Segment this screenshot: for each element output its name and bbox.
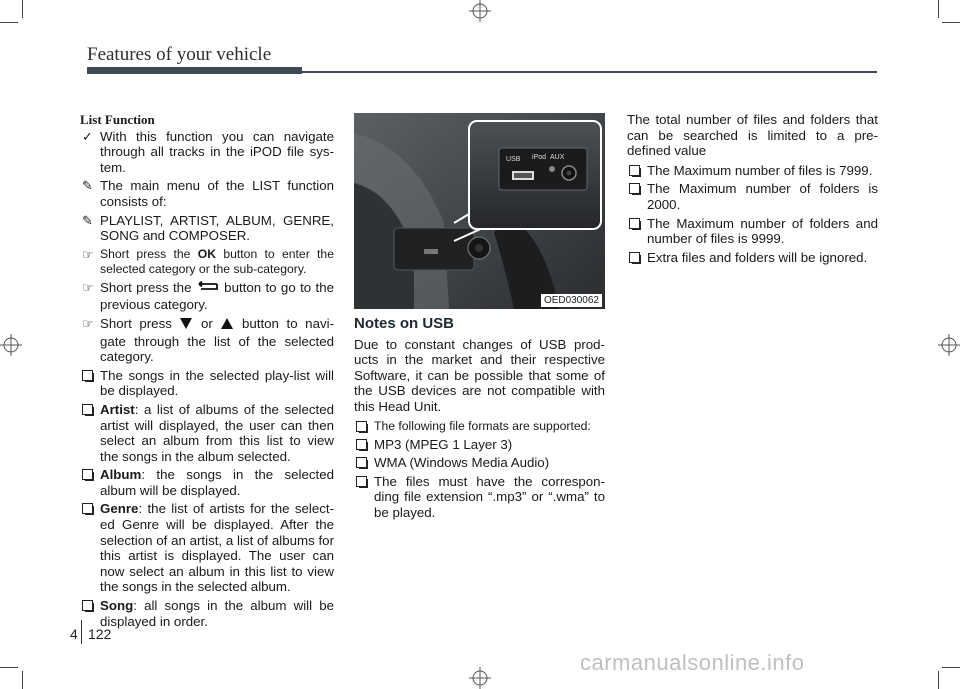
list-function-column bbox=[80, 112, 334, 632]
checkbox-bullet-icon bbox=[82, 503, 93, 514]
chapter-number: 4 bbox=[70, 626, 78, 642]
page-header-title: Features of your vehicle bbox=[87, 44, 272, 65]
list-item bbox=[80, 178, 334, 209]
checkbox-bullet-icon bbox=[629, 165, 640, 176]
header-rule-thin bbox=[302, 71, 877, 73]
checkbox-bullet-icon bbox=[629, 252, 640, 263]
list-item bbox=[80, 598, 334, 629]
checkbox-bullet-icon bbox=[82, 404, 93, 415]
list-item bbox=[80, 501, 334, 595]
triangle-up-icon bbox=[220, 317, 234, 334]
crop-mark bbox=[942, 667, 960, 668]
list-item-text: The Maximum number of files is 7999. bbox=[647, 162, 873, 178]
page-number: 122 bbox=[88, 626, 112, 642]
ok-button-label: OK bbox=[197, 246, 217, 261]
list-item bbox=[80, 402, 334, 464]
ipod-label: iPod bbox=[532, 154, 547, 161]
checkbox-bullet-icon bbox=[629, 218, 640, 229]
pencil-icon: ✎ bbox=[82, 212, 93, 228]
ok-instruction-after: button to enter the selected category or the sub-category. bbox=[100, 246, 334, 276]
crop-mark bbox=[938, 671, 939, 689]
list-item-text: MP3 (MPEG 1 Layer 3) bbox=[374, 436, 513, 452]
genre-term: Genre bbox=[100, 501, 139, 517]
checkbox-bullet-icon bbox=[356, 476, 367, 487]
list-function-heading: List Function bbox=[80, 112, 155, 127]
crop-mark bbox=[0, 22, 18, 23]
registration-mark-icon bbox=[469, 0, 491, 22]
list-item bbox=[80, 213, 334, 244]
back-instruction-before: Short press the bbox=[100, 279, 196, 295]
page-number-divider bbox=[81, 620, 82, 644]
list-item bbox=[627, 250, 878, 266]
list-item-text: The following file formats are supported: bbox=[374, 418, 591, 433]
checkbox-bullet-icon bbox=[82, 370, 93, 381]
notes-on-usb-column bbox=[354, 316, 605, 524]
checkbox-bullet-icon bbox=[356, 421, 367, 432]
list-item-text: WMA (Windows Media Audio) bbox=[374, 455, 550, 471]
list-item bbox=[627, 181, 878, 212]
song-term: Song bbox=[100, 598, 134, 614]
pointing-hand-icon: ☞ bbox=[82, 246, 94, 262]
back-instruction-after: button to go to the previous category. bbox=[100, 279, 334, 313]
list-item-text: Extra files and folders will be ignored. bbox=[647, 249, 868, 265]
artist-description: : a list of albums of the selected artist will displayed, the user can then select an album from this list to view the songs in the album selected. bbox=[100, 401, 334, 464]
back-instruction bbox=[80, 280, 334, 313]
usb-label: USB bbox=[506, 156, 521, 163]
triangle-down-icon bbox=[179, 317, 193, 334]
notes-title: Notes on USB bbox=[354, 315, 455, 332]
watermark-text: carmanualsonline.info bbox=[580, 650, 805, 675]
genre-description: : the list of artists for the select- ed Genre will be displayed. After the selection of an artist, a list of albums for this artist is displayed. The user can now select an album in this list to view the songs in the selected album. bbox=[100, 501, 334, 595]
header-rule-thick bbox=[87, 67, 302, 74]
crop-mark bbox=[22, 0, 23, 18]
list-item bbox=[354, 437, 605, 453]
registration-mark-icon bbox=[0, 334, 22, 356]
arrow-instruction-middle: or bbox=[193, 315, 221, 331]
photo-caption: OED030062 bbox=[541, 294, 602, 307]
list-item-text: The Maximum number of folders and number of files is 9999. bbox=[647, 215, 878, 247]
song-description: : all songs in the album will be displayed in order. bbox=[100, 598, 334, 629]
list-item-text: With this function you can navigate through all tracks in the iPOD file sys- tem. bbox=[100, 128, 334, 175]
usb-port-photo bbox=[354, 113, 605, 309]
ok-instruction bbox=[80, 247, 334, 277]
pointing-hand-icon: ☞ bbox=[82, 279, 94, 295]
list-item bbox=[354, 419, 605, 434]
registration-mark-icon bbox=[469, 667, 491, 689]
crop-mark bbox=[938, 0, 939, 18]
pencil-icon: ✎ bbox=[82, 178, 93, 194]
arrow-instruction-after: button to navi- gate through the list of the selected category. bbox=[100, 315, 334, 365]
list-item-text: PLAYLIST, ARTIST, ALBUM, GENRE, SONG and COMPOSER. bbox=[100, 212, 334, 244]
artist-term: Artist bbox=[100, 401, 135, 417]
list-item-text: The songs in the selected play-list will be displayed. bbox=[100, 367, 334, 399]
list-item bbox=[627, 216, 878, 247]
checkbox-bullet-icon bbox=[356, 439, 367, 450]
list-item-text: The main menu of the LIST function consists of: bbox=[100, 178, 334, 209]
usb-port-illustration bbox=[354, 113, 605, 309]
list-item bbox=[80, 368, 334, 399]
crop-mark bbox=[942, 22, 960, 23]
crop-mark bbox=[0, 667, 18, 668]
limits-intro: The total number of files and folders that can be searched is limited to a pre- defined value bbox=[627, 112, 878, 159]
checkbox-bullet-icon bbox=[356, 457, 367, 468]
list-item bbox=[80, 467, 334, 498]
ok-instruction-before: Short press the bbox=[100, 246, 198, 261]
album-description: : the songs in the selected album will be displayed. bbox=[100, 467, 334, 498]
album-term: Album bbox=[100, 467, 142, 483]
checkbox-bullet-icon bbox=[629, 183, 640, 194]
checkbox-bullet-icon bbox=[82, 469, 93, 480]
arrow-instruction bbox=[80, 316, 334, 365]
crop-mark bbox=[22, 671, 23, 689]
list-item bbox=[80, 129, 334, 176]
list-item-text: The files must have the correspon- ding file extension “.mp3” or “.wma” to be played. bbox=[374, 473, 605, 520]
list-item-text: The Maximum number of folders is 2000. bbox=[647, 181, 878, 212]
list-item bbox=[354, 474, 605, 521]
arrow-instruction-before: Short press bbox=[100, 315, 180, 331]
check-icon: ✓ bbox=[82, 128, 93, 144]
checkbox-bullet-icon bbox=[82, 600, 93, 611]
back-arrow-icon bbox=[196, 281, 220, 298]
aux-label: AUX bbox=[550, 154, 565, 161]
pointing-hand-icon: ☞ bbox=[82, 315, 94, 331]
notes-intro: Due to constant changes of USB prod- ucts in the market and their respective Software, it can be possible that some of the USB devices are not compatible with this Head Unit. bbox=[354, 336, 605, 414]
registration-mark-icon bbox=[938, 334, 960, 356]
list-item bbox=[354, 455, 605, 471]
list-item bbox=[627, 163, 878, 179]
file-limits-column bbox=[627, 112, 878, 268]
